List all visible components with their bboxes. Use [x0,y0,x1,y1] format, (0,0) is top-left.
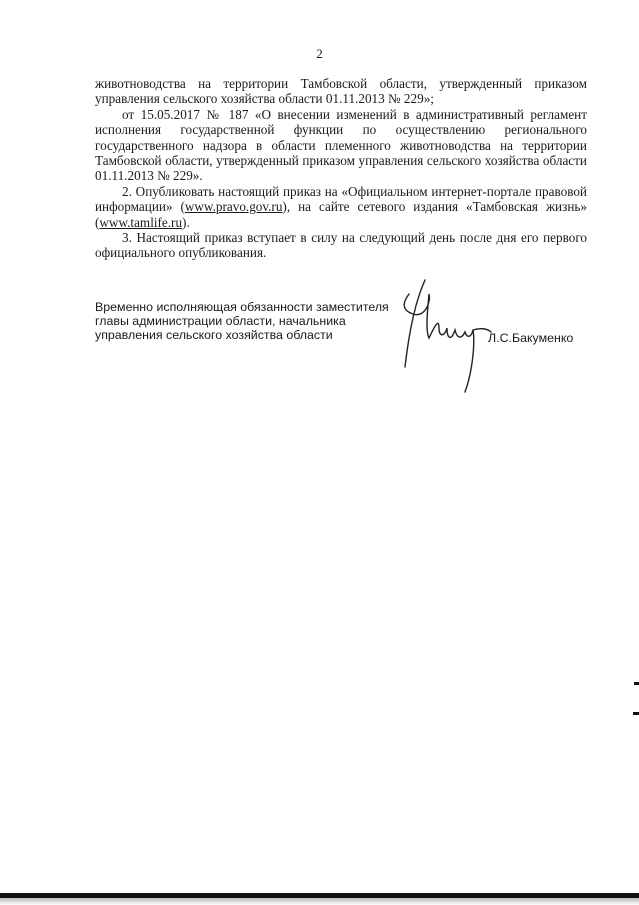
document-body [95,76,587,261]
paragraph-continuation: животноводства на территории Тамбовской области, утвержденный приказом управления сельского хозяйства области 01.11.2013 № 229»; [95,76,587,107]
paragraph-amendment: от 15.05.2017 № 187 «О внесении изменений в административный регламент исполнения государственной функции по осуществлению регионального государственного надзора в области племенного животноводства на территории Тамбовской области, утвержденный приказом управления сельского хозяйства области 01.11.2013 № 229». [95,106,587,184]
signatory-name: Л.С.Бакуменко [488,331,574,345]
tamlife-link[interactable]: www.tamlife.ru [99,214,183,230]
publish-text-before: 2. Опубликовать настоящий приказ на «Официальном интернет-портале правовой информации» ( [95,183,587,215]
page-number: 2 [316,46,323,61]
signatory-line-1: Временно исполняющая обязанности заместителя [95,300,389,314]
scan-edge-shadow [0,898,639,905]
publish-text-middle: ), на сайте сетевого издания «Тамбовская жизнь» ( [95,199,587,230]
paragraph-effective: 3. Настоящий приказ вступает в силу на следующий день после дня его первого официального опубликования. [95,230,587,261]
pravo-link[interactable]: www.pravo.gov.ru [184,199,283,215]
paragraph-publish [95,184,587,230]
scan-artifact [633,712,639,715]
publish-text-after: ). [182,214,190,230]
signatory-title [95,300,425,343]
signatory-line-2: главы администрации области, начальника [95,314,346,329]
signatory-line-3: управления сельского хозяйства области [95,328,333,343]
scan-artifact [634,682,639,685]
